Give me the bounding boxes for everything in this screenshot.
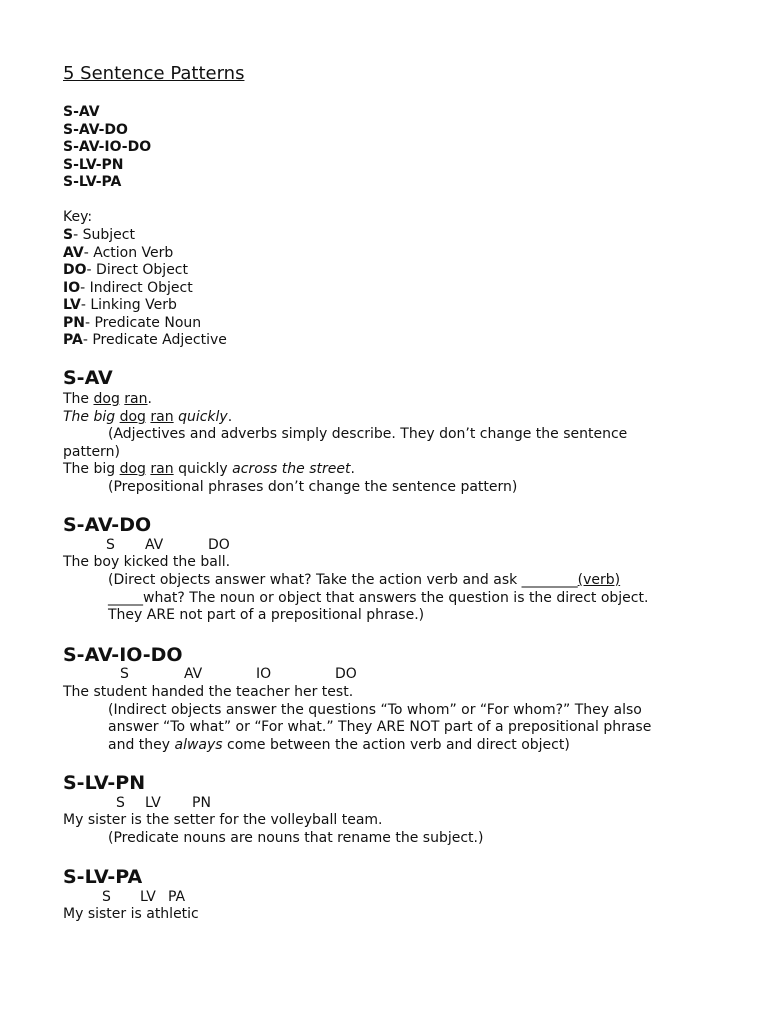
key-item: IO- Indirect Object [63, 280, 193, 296]
pattern-label: IO [256, 666, 272, 682]
pattern-label: S [116, 795, 125, 811]
pattern-label: LV [145, 795, 161, 811]
pattern-label: S [120, 666, 129, 682]
pattern-label: AV [184, 666, 203, 682]
explanation-note: (Predicate nouns are nouns that rename the subject.) [108, 830, 484, 846]
explanation-note: answer “To what” or “For what.” They ARE NOT part of a prepositional phrase [108, 719, 652, 735]
key-item: PN- Predicate Noun [63, 315, 202, 331]
example-sentence: The dog ran. [63, 391, 152, 407]
example-sentence: My sister is athletic [63, 906, 199, 922]
example-sentence: The boy kicked the ball. [63, 554, 231, 570]
section-heading-savdo: S-AV-DO [63, 514, 152, 536]
pattern-list-item: S-AV-IO-DO [63, 139, 152, 155]
page-title: 5 Sentence Patterns [63, 63, 245, 84]
section-heading-savdoio: S-AV-IO-DO [63, 644, 183, 666]
pattern-label: DO [335, 666, 357, 682]
pattern-list-item: S-AV-DO [63, 122, 128, 138]
key-item: AV- Action Verb [63, 245, 174, 261]
pattern-label: DO [208, 537, 230, 553]
pattern-label: AV [145, 537, 164, 553]
pattern-list-item: S-AV [63, 104, 100, 120]
example-sentence: The big dog ran quickly. [63, 409, 233, 425]
example-sentence: The student handed the teacher her test. [63, 684, 354, 700]
example-sentence: My sister is the setter for the volleyball team. [63, 812, 383, 828]
pattern-label: S [106, 537, 115, 553]
explanation-note: (Prepositional phrases don’t change the sentence pattern) [108, 479, 518, 495]
explanation-note: (Indirect objects answer the questions “To whom” or “For whom?” They also [108, 702, 642, 718]
section-heading-slvpn: S-LV-PN [63, 772, 146, 794]
pattern-label: PA [168, 889, 186, 905]
key-item: PA- Predicate Adjective [63, 332, 227, 348]
pattern-list-item: S-LV-PN [63, 157, 124, 173]
explanation-note: (Adjectives and adverbs simply describe. They don’t change the sentence [108, 426, 628, 442]
pattern-label: PN [192, 795, 211, 811]
key-item: S- Subject [63, 227, 135, 243]
explanation-note: _____what? The noun or object that answers the question is the direct object. [108, 590, 649, 606]
key-heading: Key: [63, 209, 93, 225]
section-heading-slvpa: S-LV-PA [63, 866, 143, 888]
example-sentence: The big dog ran quickly across the street. [63, 461, 355, 477]
explanation-note: and they always come between the action verb and direct object) [108, 737, 570, 753]
key-item: LV- Linking Verb [63, 297, 177, 313]
key-item: DO- Direct Object [63, 262, 188, 278]
pattern-label: LV [140, 889, 156, 905]
explanation-note: They ARE not part of a prepositional phrase.) [108, 607, 425, 623]
pattern-label: S [102, 889, 111, 905]
section-heading-sav: S-AV [63, 367, 113, 389]
explanation-note: (Direct objects answer what? Take the action verb and ask ________(verb) [108, 572, 621, 588]
pattern-list-item: S-LV-PA [63, 174, 122, 190]
explanation-note: pattern) [63, 444, 120, 460]
